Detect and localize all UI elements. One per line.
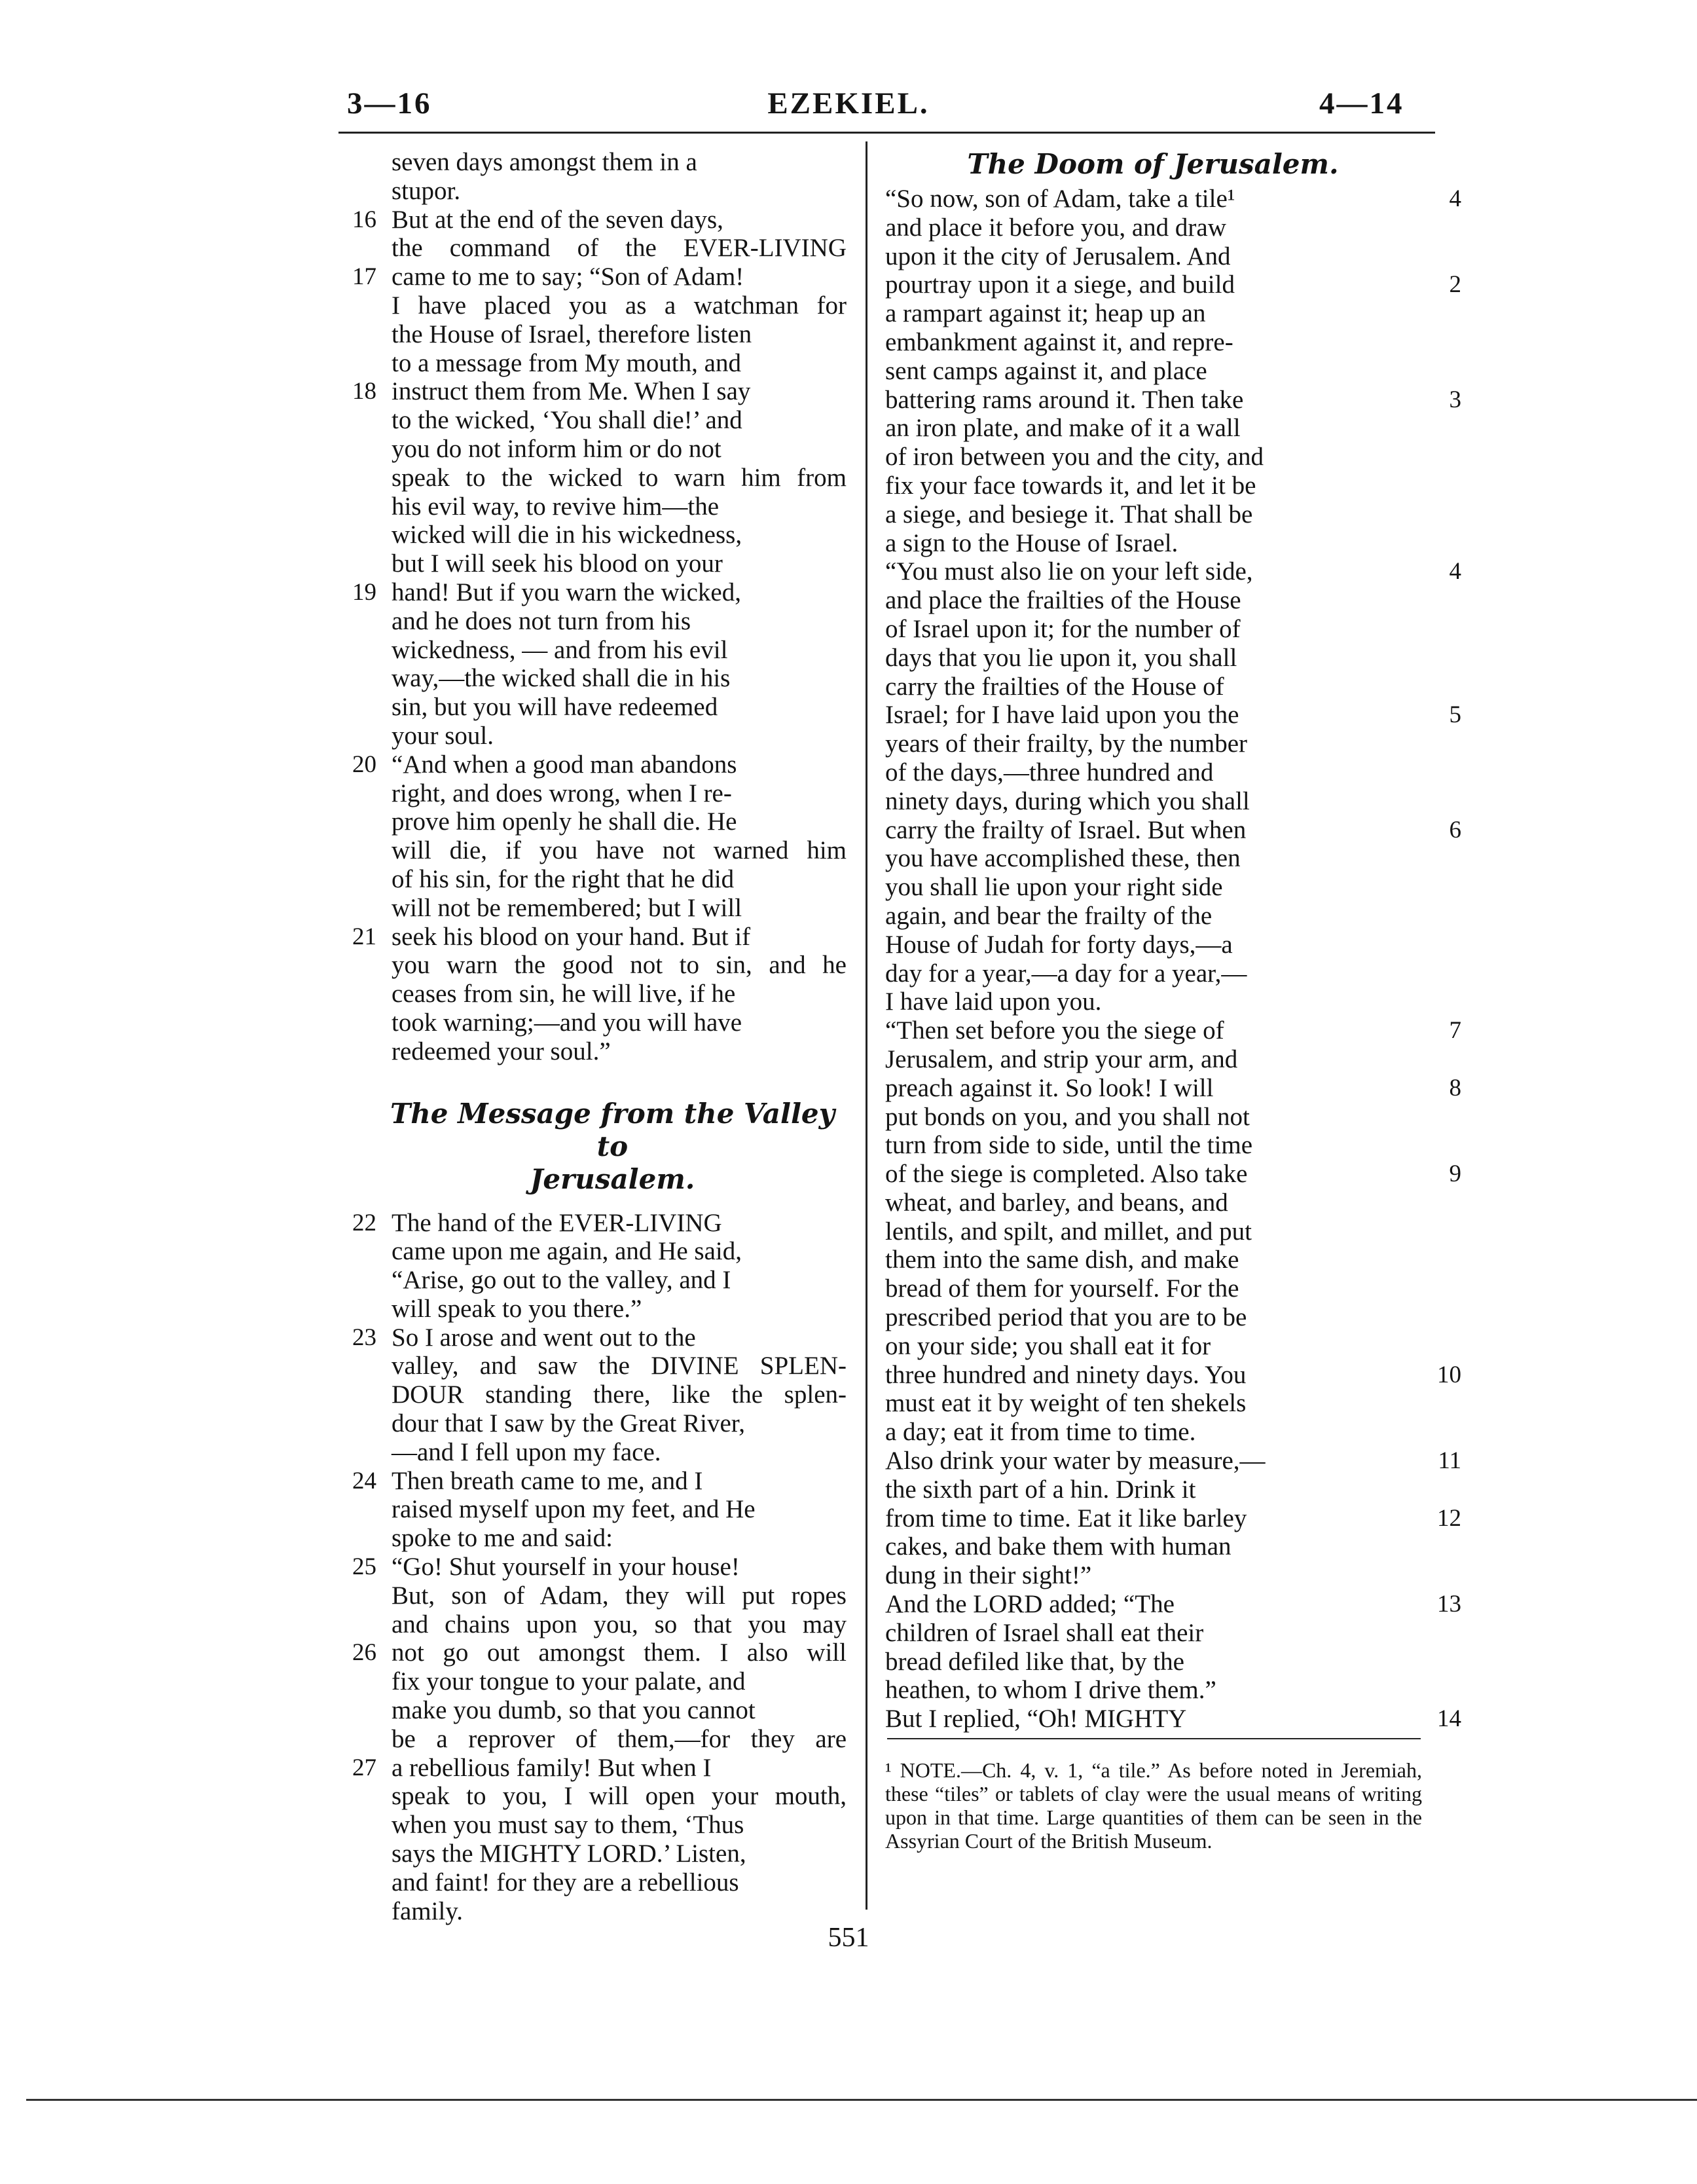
text-line <box>885 701 1461 730</box>
verse-number: 19 <box>352 578 376 606</box>
line-text: says the MIGHTY LORD.’ Listen, <box>392 1840 746 1868</box>
text-line <box>885 242 1421 271</box>
text-line <box>352 1725 847 1754</box>
text-line <box>352 1524 847 1553</box>
text-line <box>352 722 847 750</box>
scan-edge-line <box>26 2099 1697 2101</box>
line-text: and place it before you, and draw <box>885 213 1226 242</box>
verse-number: 4 <box>1449 185 1461 212</box>
verse-number: 6 <box>1449 816 1461 843</box>
line-text: right, and does wrong, when I re- <box>392 779 732 807</box>
line-text: day for a year,—a day for a year,— <box>885 959 1247 988</box>
verse-number: 17 <box>352 263 376 291</box>
text-line <box>352 1553 847 1582</box>
line-text: prove him openly he shall die. He <box>392 807 737 836</box>
line-text: and faint! for they are a rebellious <box>392 1868 739 1897</box>
line-text: must eat it by weight of ten shekels <box>885 1389 1247 1418</box>
line-text: “Go! Shut yourself in your house! <box>392 1553 740 1582</box>
text-line <box>885 1303 1421 1332</box>
line-text: wheat, and barley, and beans, and <box>885 1188 1228 1217</box>
text-line <box>885 644 1421 673</box>
line-text: them into the same dish, and make <box>885 1246 1239 1274</box>
line-text: put bonds on you, and you shall not <box>885 1102 1250 1131</box>
section-heading-doom: The Doom of Jerusalem. <box>967 148 1339 180</box>
running-head-left: 3—16 <box>347 86 432 120</box>
text-line <box>352 1610 847 1639</box>
line-text: The hand of the EVER-LIVING <box>392 1208 722 1237</box>
text-line <box>352 1495 847 1524</box>
text-line <box>885 1246 1421 1274</box>
verse-number: 16 <box>352 206 376 233</box>
line-text: “Arise, go out to the valley, and I <box>392 1266 731 1295</box>
text-line <box>352 377 847 406</box>
text-line <box>352 636 847 665</box>
text-line <box>885 357 1421 386</box>
text-line <box>885 1016 1461 1045</box>
text-line <box>885 1332 1421 1361</box>
verse-number: 9 <box>1449 1160 1461 1188</box>
verse-number: 13 <box>1437 1591 1461 1618</box>
text-line <box>352 234 847 263</box>
text-line <box>885 1676 1421 1705</box>
text-line <box>352 1782 847 1811</box>
text-line <box>352 836 847 865</box>
text-line <box>352 1352 847 1380</box>
text-line <box>885 1447 1461 1475</box>
line-text: seven days amongst them in a <box>392 148 697 176</box>
line-text: make you dumb, so that you cannot <box>392 1696 756 1725</box>
line-text: on your side; you shall eat it for <box>885 1331 1211 1360</box>
text-line <box>352 148 847 177</box>
line-text: redeemed your soul.” <box>392 1037 611 1065</box>
line-text: the command of the EVER-LIVING <box>392 234 847 263</box>
verse-number: 25 <box>352 1553 376 1581</box>
verse-number: 11 <box>1438 1447 1461 1475</box>
line-text: days that you lie upon it, you shall <box>885 643 1237 672</box>
line-text: I have placed you as a watchman for <box>392 291 847 320</box>
line-text: of iron between you and the city, and <box>885 443 1264 472</box>
verse-number: 8 <box>1449 1074 1461 1101</box>
line-text: seek his blood on your hand. But if <box>392 922 751 951</box>
line-text: But at the end of the seven days, <box>392 205 723 234</box>
text-line <box>352 1754 847 1783</box>
line-text: preach against it. So look! I will <box>885 1073 1214 1102</box>
line-text: Also drink your water by measure,— <box>885 1447 1266 1475</box>
line-text: to the wicked, ‘You shall die!’ and <box>392 406 742 435</box>
left-column <box>352 148 847 1925</box>
line-text: turn from side to side, until the time <box>885 1131 1253 1160</box>
verse-number: 24 <box>352 1467 376 1494</box>
line-text: way,—the wicked shall die in his <box>392 664 731 693</box>
line-text: a siege, and besiege it. That shall be <box>885 500 1253 528</box>
text-line <box>352 349 847 378</box>
text-line <box>885 1648 1421 1676</box>
line-text: speak to you, I will open your mouth, <box>392 1782 847 1811</box>
text-line <box>352 1266 847 1295</box>
page-number: 551 <box>828 1923 869 1953</box>
text-line <box>885 557 1461 586</box>
text-line <box>352 894 847 923</box>
text-line <box>885 902 1421 931</box>
line-text: heathen, to whom I drive them.” <box>885 1676 1216 1705</box>
line-text: you shall lie upon your right side <box>885 873 1223 902</box>
right-column-text <box>885 185 1461 1733</box>
line-text: ninety days, during which you shall <box>885 787 1250 815</box>
text-line <box>885 299 1421 328</box>
column-divider <box>866 141 867 1910</box>
text-line <box>885 787 1421 816</box>
text-line <box>352 980 847 1009</box>
line-text: when you must say to them, ‘Thus <box>392 1811 744 1840</box>
text-line <box>885 1360 1461 1390</box>
line-text: a sign to the House of Israel. <box>885 528 1178 557</box>
text-line <box>352 865 847 894</box>
text-line <box>352 1467 847 1496</box>
text-line <box>885 758 1421 787</box>
text-line <box>885 1418 1421 1447</box>
section-heading-valley <box>378 1098 847 1196</box>
line-text: came to me to say; “Son of Adam! <box>392 263 744 291</box>
text-line <box>352 1840 847 1868</box>
verse-number: 10 <box>1437 1361 1461 1388</box>
text-line <box>885 673 1421 701</box>
text-line <box>352 951 847 980</box>
line-text: but I will seek his blood on your <box>392 549 723 578</box>
verse-number: 5 <box>1449 701 1461 729</box>
text-line <box>352 1409 847 1438</box>
line-text: ceases from sin, he will live, if he <box>392 980 736 1009</box>
line-text: carry the frailties of the House of <box>885 672 1224 701</box>
text-line <box>885 1131 1421 1160</box>
line-text: of the siege is completed. Also take <box>885 1160 1248 1189</box>
footnote-rule <box>887 1738 1421 1739</box>
text-line <box>885 414 1421 443</box>
line-text: the sixth part of a hin. Drink it <box>885 1475 1196 1504</box>
line-text: But, son of Adam, they will put ropes <box>392 1581 847 1610</box>
verse-number: 12 <box>1437 1504 1461 1532</box>
text-line <box>352 263 847 291</box>
line-text: upon it the city of Jerusalem. And <box>885 242 1231 270</box>
text-line <box>885 500 1421 529</box>
text-line <box>352 578 847 607</box>
line-text: you have accomplished these, then <box>885 844 1241 873</box>
text-line <box>885 844 1421 873</box>
verse-number: 27 <box>352 1754 376 1781</box>
text-line <box>885 1073 1461 1103</box>
line-text: “And when a good man abandons <box>392 750 737 779</box>
text-line <box>885 1189 1421 1217</box>
verse-number: 22 <box>352 1209 376 1236</box>
line-text: dour that I saw by the Great River, <box>392 1409 745 1438</box>
line-text: Then breath came to me, and I <box>392 1466 703 1495</box>
line-text: I have laid upon you. <box>885 988 1102 1016</box>
text-line <box>885 213 1421 242</box>
text-line <box>885 1389 1421 1418</box>
line-text: the House of Israel, therefore listen <box>392 320 752 348</box>
text-line <box>885 873 1421 902</box>
text-line <box>885 443 1421 472</box>
text-line <box>885 1475 1421 1504</box>
line-text: not go out amongst them. I also will <box>392 1638 847 1667</box>
text-line <box>352 1323 847 1352</box>
text-line <box>352 923 847 952</box>
line-text: spoke to me and said: <box>392 1524 613 1553</box>
left-column-text-a <box>352 148 847 1066</box>
line-text: will speak to you there.” <box>392 1294 642 1323</box>
text-line <box>885 730 1421 758</box>
text-line <box>885 529 1421 558</box>
line-text: speak to the wicked to warn him from <box>392 463 847 492</box>
text-line <box>352 206 847 234</box>
section-heading-valley-line1: The Message from the Valley to <box>390 1097 835 1162</box>
text-line <box>885 1045 1421 1074</box>
text-line <box>885 959 1421 988</box>
line-text: bread defiled like that, by the <box>885 1647 1184 1676</box>
line-text: and place the frailties of the House <box>885 586 1241 615</box>
line-text: years of their frailty, by the number <box>885 730 1248 758</box>
verse-number: 23 <box>352 1323 376 1351</box>
text-line <box>352 750 847 779</box>
line-text: Jerusalem, and strip your arm, and <box>885 1045 1238 1073</box>
line-text: you do not inform him or do not <box>392 434 721 463</box>
line-text: fix your face towards it, and let it be <box>885 471 1256 500</box>
text-line <box>352 664 847 693</box>
verse-number: 4 <box>1449 558 1461 585</box>
line-text: embankment against it, and repre- <box>885 327 1233 356</box>
line-text: his evil way, to revive him—the <box>392 492 720 521</box>
line-text: be a reprover of them,—for they are <box>392 1724 847 1753</box>
text-line <box>885 1274 1421 1303</box>
text-line <box>352 1438 847 1467</box>
line-text: House of Judah for forty days,—a <box>885 930 1233 959</box>
text-line <box>352 1295 847 1323</box>
line-text: a rampart against it; heap up an <box>885 299 1206 328</box>
text-line <box>885 988 1421 1016</box>
text-line <box>352 1037 847 1066</box>
text-line <box>352 1667 847 1696</box>
text-line <box>352 177 847 206</box>
line-text: pourtray upon it a siege, and build <box>885 270 1235 299</box>
line-text: three hundred and ninety days. You <box>885 1360 1247 1389</box>
line-text: —and I fell upon my face. <box>392 1437 661 1466</box>
line-text: lentils, and spilt, and millet, and put <box>885 1217 1252 1246</box>
line-text: and chains upon you, so that you may <box>392 1610 847 1638</box>
text-line <box>352 291 847 320</box>
line-text: And the LORD added; “The <box>885 1590 1175 1619</box>
right-column <box>885 148 1461 1733</box>
line-text: hand! But if you warn the wicked, <box>392 578 741 606</box>
line-text: your soul. <box>392 721 494 750</box>
verse-number: 2 <box>1449 271 1461 299</box>
line-text: took warning;—and you will have <box>392 1008 742 1037</box>
text-line <box>885 1504 1461 1533</box>
line-text: carry the frailty of Israel. But when <box>885 815 1247 844</box>
line-text: of the days,—three hundred and <box>885 758 1214 787</box>
text-line <box>352 693 847 722</box>
text-line <box>352 1209 847 1238</box>
line-text: of his sin, for the right that he did <box>392 864 735 893</box>
verse-number: 20 <box>352 750 376 778</box>
text-line <box>885 385 1461 415</box>
running-head-title: EZEKIEL. <box>767 86 930 120</box>
line-text: raised myself upon my feet, and He <box>392 1495 756 1524</box>
line-text: “So now, son of Adam, take a tile¹ <box>885 185 1235 213</box>
line-text: sent camps against it, and place <box>885 356 1207 385</box>
text-line <box>352 807 847 836</box>
line-text: an iron plate, and make of it a wall <box>885 414 1241 443</box>
text-line <box>352 779 847 808</box>
left-column-text-b <box>352 1209 847 1926</box>
verse-number: 14 <box>1437 1705 1461 1733</box>
text-line <box>352 1811 847 1840</box>
text-line <box>352 607 847 636</box>
text-line <box>885 815 1461 845</box>
line-text: But I replied, “Oh! MIGHTY <box>885 1705 1187 1733</box>
line-text: bread of them for yourself. For the <box>885 1274 1239 1303</box>
text-line <box>352 406 847 435</box>
text-line <box>885 472 1421 500</box>
text-line <box>352 320 847 349</box>
text-line <box>352 492 847 521</box>
line-text: battering rams around it. Then take <box>885 385 1244 414</box>
text-line <box>885 1103 1421 1132</box>
text-line <box>352 1638 847 1667</box>
line-text: came upon me again, and He said, <box>392 1237 742 1266</box>
verse-number: 21 <box>352 923 376 950</box>
line-text: will die, if you have not warned him <box>392 836 847 865</box>
line-text: stupor. <box>392 176 461 205</box>
line-text: valley, and saw the DIVINE SPLEN- <box>392 1352 847 1380</box>
line-text: wicked will die in his wickedness, <box>392 521 742 549</box>
text-line <box>885 1561 1421 1590</box>
text-line <box>352 549 847 578</box>
line-text: cakes, and bake them with human <box>885 1532 1232 1561</box>
line-text: instruct them from Me. When I say <box>392 377 751 406</box>
text-line <box>352 464 847 492</box>
verse-number: 18 <box>352 378 376 405</box>
text-line <box>352 1380 847 1409</box>
text-line <box>352 1897 847 1926</box>
line-text: dung in their sight!” <box>885 1561 1092 1590</box>
line-text: you warn the good not to sin, and he <box>392 951 847 980</box>
text-line <box>352 1582 847 1610</box>
text-line <box>352 1237 847 1266</box>
line-text: of Israel upon it; for the number of <box>885 614 1241 643</box>
verse-number: 26 <box>352 1639 376 1667</box>
line-text: “Then set before you the siege of <box>885 1016 1224 1045</box>
text-line <box>885 1619 1421 1648</box>
text-line <box>885 1705 1461 1733</box>
line-text: wickedness, — and from his evil <box>392 635 728 664</box>
verse-number: 7 <box>1449 1017 1461 1045</box>
line-text: and he does not turn from his <box>392 606 691 635</box>
text-line <box>885 328 1421 357</box>
text-line <box>885 615 1421 644</box>
text-line <box>885 931 1421 959</box>
line-text: again, and bear the frailty of the <box>885 901 1213 930</box>
text-line <box>352 435 847 464</box>
line-text: will not be remembered; but I will <box>392 893 742 922</box>
text-line <box>352 521 847 549</box>
text-line <box>885 185 1461 213</box>
line-text: So I arose and went out to the <box>392 1323 696 1352</box>
line-text: fix your tongue to your palate, and <box>392 1667 746 1696</box>
header-rule <box>338 132 1435 134</box>
line-text: Israel; for I have laid upon you the <box>885 701 1239 730</box>
text-line <box>885 1160 1461 1189</box>
text-line <box>885 270 1461 299</box>
line-text: from time to time. Eat it like barley <box>885 1504 1247 1532</box>
footnote: ¹ NOTE.—Ch. 4, v. 1, “a tile.” As before noted in Jeremiah, these “tiles” or tablets of clay were the usual means of writing upon in that time. Large quantities of them can be seen in the Assyrian Court of the British Museum. <box>885 1758 1422 1853</box>
section-heading-valley-line2: Jerusalem. <box>530 1162 695 1195</box>
line-text: a rebellious family! But when I <box>392 1753 712 1782</box>
text-line <box>885 1217 1421 1246</box>
line-text: “You must also lie on your left side, <box>885 557 1253 586</box>
text-line <box>352 1696 847 1725</box>
line-text: prescribed period that you are to be <box>885 1303 1247 1332</box>
verse-number: 3 <box>1449 386 1461 413</box>
line-text: sin, but you will have redeemed <box>392 693 718 722</box>
text-line <box>352 1868 847 1897</box>
text-line <box>885 586 1421 615</box>
text-line <box>885 1590 1461 1619</box>
line-text: DOUR standing there, like the splen- <box>392 1380 847 1409</box>
line-text: a day; eat it from time to time. <box>885 1418 1196 1447</box>
running-head-right: 4—14 <box>1319 86 1404 120</box>
line-text: to a message from My mouth, and <box>392 348 741 377</box>
text-line <box>352 1009 847 1037</box>
line-text: children of Israel shall eat their <box>885 1618 1204 1647</box>
line-text: family. <box>392 1897 464 1925</box>
text-line <box>885 1532 1421 1561</box>
